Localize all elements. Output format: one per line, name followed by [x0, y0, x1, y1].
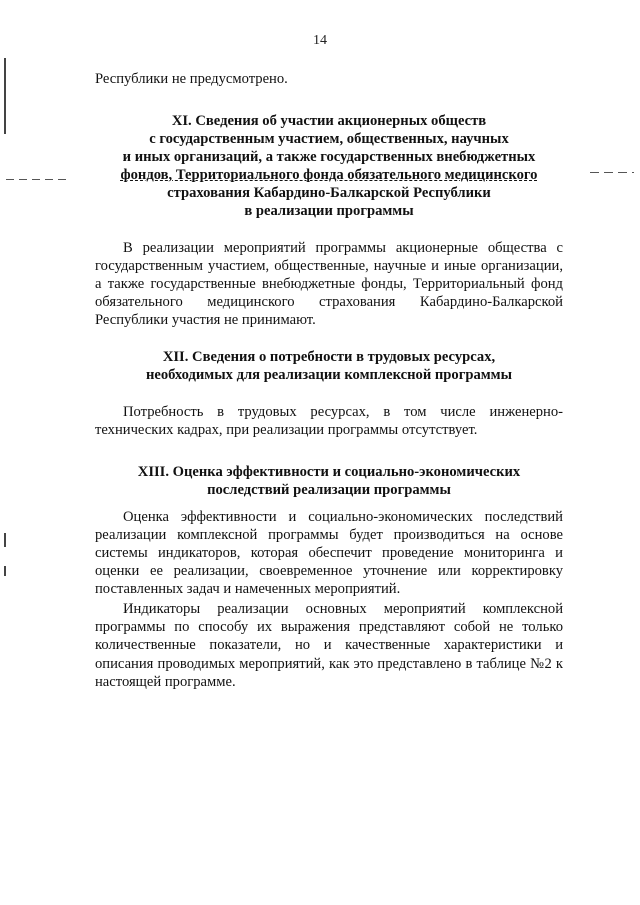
heading-line: XI. Сведения об участии акционерных обществ: [171, 113, 487, 130]
heading-line: последствий реализации программы: [207, 481, 451, 498]
section-paragraph: В реализации мероприятий программы акционерные общества с государственным участием, общественные, научные и иные организации, а также государственные внебюджетные фонды, Территориальный фонд обязательного медицинского страхования Кабардино-Балкарской Республики участия не принимают.: [95, 240, 563, 329]
continuation-text: Республики не предусмотрено.: [95, 71, 288, 87]
section-paragraph: Индикаторы реализации основных мероприятий комплексной программы по способу их выражения представляют собой не только количественные показатели, но и качественные характеристики и описания проводимых мероприятий, как это представлено в таблице №2 к настоящей программе.: [95, 601, 563, 690]
heading-line: XII. Сведения о потребности в трудовых ресурсах,: [162, 348, 496, 365]
section-paragraph: Оценка эффективности и социально-экономических последствий реализации комплексной программы будет производиться на основе системы индикаторов, которая обеспечит проведение мониторинга и оценки ее реализации, своевременное уточнение или корректировку поставленных задач и намеченных мероприятий.: [95, 508, 563, 598]
scan-edge-mark: [4, 566, 6, 576]
scan-dash-mark: [6, 179, 68, 180]
scan-edge-mark: [4, 533, 6, 547]
page-number: 14: [313, 33, 327, 48]
heading-line: с государственным участием, общественных, научных: [149, 131, 509, 148]
heading-line: страхования Кабардино-Балкарской Республики: [167, 185, 491, 202]
heading-line: необходимых для реализации комплексной программы: [145, 366, 513, 383]
section-paragraph: Потребность в трудовых ресурсах, в том числе инженерно-технических кадрах, при реализации программы отсутствует.: [95, 403, 563, 438]
heading-line: и иных организаций, а также государственных внебюджетных: [122, 149, 536, 166]
scan-dash-mark: [590, 172, 634, 173]
scan-edge-mark: [4, 58, 6, 134]
document-body: [95, 70, 563, 691]
section-heading-xii: [95, 348, 563, 384]
section-heading-xiii: [95, 463, 563, 499]
heading-line: в реализации программы: [244, 203, 414, 220]
section-heading-xi: [95, 112, 563, 220]
heading-line: фондов, Территориального фонда обязательного медицинского: [120, 167, 538, 184]
heading-line: XIII. Оценка эффективности и социально-экономических: [137, 463, 521, 480]
